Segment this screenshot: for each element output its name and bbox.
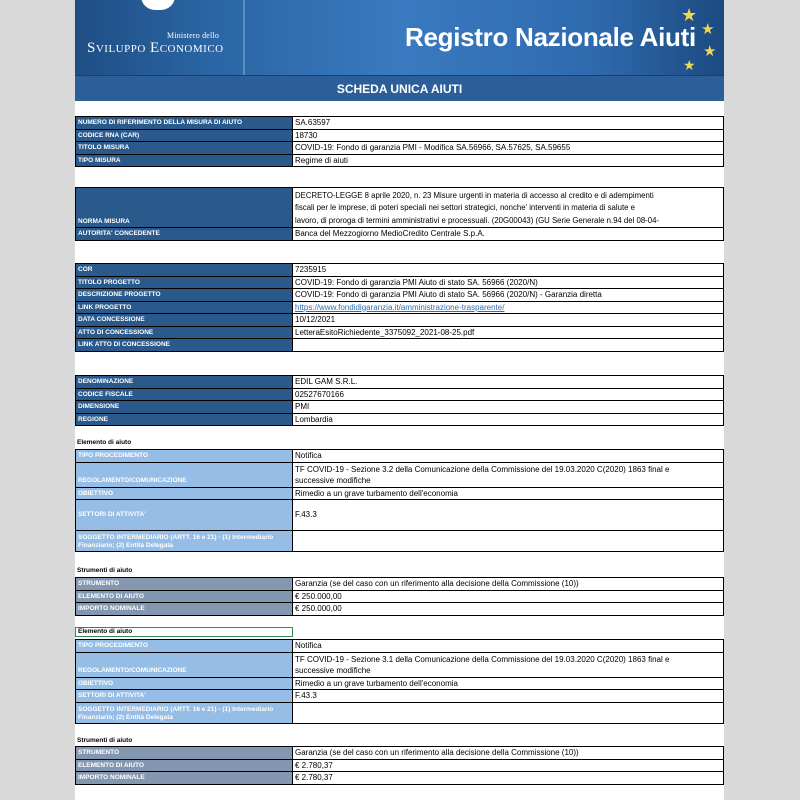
field-label: CODICE FISCALE <box>76 388 293 401</box>
field-value: Rimedio a un grave turbamento dell'economia <box>293 487 724 500</box>
table-row <box>76 376 724 389</box>
field-label: ELEMENTO DI AIUTO <box>76 590 293 603</box>
field-value <box>293 702 724 723</box>
table-row <box>76 531 724 552</box>
field-value: € 2.780,37 <box>293 772 724 785</box>
reg-text-line: TF COVID-19 - Sezione 3.2 della Comunicazione della Commissione del 19.03.2020 C(2020) 1863 final e <box>295 464 670 474</box>
field-label: NORMA MISURA <box>76 188 293 228</box>
table-row <box>76 603 724 616</box>
field-label: ELEMENTO DI AIUTO <box>76 759 293 772</box>
field-value: F.43.3 <box>293 500 724 531</box>
field-label: NUMERO DI RIFERIMENTO DELLA MISURA DI AIUTO <box>76 117 293 130</box>
table-row <box>76 772 724 785</box>
norma-text-line: DECRETO-LEGGE 8 aprile 2020, n. 23 Misure urgenti in materia di accesso al credito e di adempimenti <box>295 190 654 200</box>
field-value <box>293 531 724 552</box>
registry-title: Registro Nazionale Aiuti <box>405 22 696 52</box>
eu-star-icon: ★ <box>681 5 698 25</box>
field-label: DATA CONCESSIONE <box>76 314 293 327</box>
scheda-title: SCHEDA UNICA AIUTI <box>75 75 724 101</box>
table-row <box>76 590 724 603</box>
table-row <box>76 450 724 463</box>
reg-text-line: TF COVID-19 - Sezione 3.1 della Comunicazione della Commissione del 19.03.2020 C(2020) 1863 final e <box>295 654 670 664</box>
field-value: COVID-19: Fondo di garanzia PMI Aiuto di stato SA. 56966 (2020/N) - Garanzia diretta <box>293 289 724 302</box>
field-value: Lombardia <box>293 413 724 426</box>
eu-star-icon: ★ <box>683 57 696 73</box>
table-row <box>76 228 724 241</box>
table-row <box>76 289 724 302</box>
norma-text-line: fiscali per le imprese, di poteri speciali nei settori strategici, nonche' interventi in materia di salute e <box>295 203 635 212</box>
field-value: EDIL GAM S.R.L. <box>293 376 724 389</box>
field-label: SETTORI DI ATTIVITA' <box>76 500 293 531</box>
field-label: OBIETTIVO <box>76 677 293 690</box>
field-label: STRUMENTO <box>76 578 293 591</box>
field-label: SOGGETTO INTERMEDIARIO (ARTT. 16 e 21) - (1) Intermediario Finanziario; (2) Entità Delegata <box>76 702 293 723</box>
table-row <box>76 188 724 228</box>
norma-text-line: lavoro, di proroga di termini amministrativi e processuali. (20G00043) (GU Serie Generale n.94 del 08-04- <box>295 215 660 225</box>
ministry-small-text: Ministero dello <box>167 31 220 40</box>
field-label: CODICE RNA (CAR) <box>76 129 293 142</box>
table-row <box>76 677 724 690</box>
field-label: REGOLAMENTO/COMUNICAZIONE <box>76 652 293 677</box>
field-label: LINK PROGETTO <box>76 301 293 314</box>
table-row <box>76 640 724 653</box>
field-label: SETTORI DI ATTIVITA' <box>76 690 293 703</box>
registry-header-banner <box>75 0 724 75</box>
table-row <box>76 339 724 352</box>
table-row <box>76 487 724 500</box>
field-label: SOGGETTO INTERMEDIARIO (ARTT. 16 e 21) - (1) Intermediario Finanziario; (2) Entità Delegata <box>76 531 293 552</box>
field-label: TIPO PROCEDIMENTO <box>76 640 293 653</box>
field-label: DENOMINAZIONE <box>76 376 293 389</box>
strumenti-table <box>75 577 724 616</box>
field-label: IMPORTO NOMINALE <box>76 603 293 616</box>
table-row <box>76 462 724 487</box>
document-sheet <box>75 0 724 800</box>
progetto-table <box>75 263 724 352</box>
header-divider <box>243 0 245 75</box>
field-value: Regime di aiuti <box>293 154 724 167</box>
misura-table <box>75 116 724 167</box>
table-row <box>76 314 724 327</box>
field-value: € 2.780,37 <box>293 759 724 772</box>
table-row <box>76 276 724 289</box>
field-value: COVID-19: Fondo di garanzia PMI - Modifica SA.56966, SA.57625, SA.59655 <box>293 142 724 155</box>
table-row <box>76 401 724 414</box>
field-label: TITOLO PROGETTO <box>76 276 293 289</box>
elemento-table <box>75 449 724 552</box>
field-value: 18730 <box>293 129 724 142</box>
field-value <box>293 462 724 487</box>
field-label: TITOLO MISURA <box>76 142 293 155</box>
field-label: IMPORTO NOMINALE <box>76 772 293 785</box>
field-value: Notifica <box>293 640 724 653</box>
field-label: REGIONE <box>76 413 293 426</box>
table-row <box>76 747 724 760</box>
field-value: F.43.3 <box>293 690 724 703</box>
field-value <box>293 652 724 677</box>
field-value: Banca del Mezzogiorno MedioCredito Centrale S.p.A. <box>293 228 724 241</box>
table-row <box>76 264 724 277</box>
section-title: Elemento di aiuto <box>77 439 132 446</box>
field-label: REGOLAMENTO/COMUNICAZIONE <box>76 462 293 487</box>
table-row <box>76 652 724 677</box>
ministry-name: Sviluppo Economico <box>87 40 224 56</box>
eu-star-icon: ★ <box>703 43 717 60</box>
field-label: TIPO MISURA <box>76 154 293 167</box>
project-link[interactable]: https://www.fondidigaranzia.it/amministrazione-trasparente/ <box>295 302 505 312</box>
field-value <box>293 188 724 228</box>
eu-star-icon: ★ <box>701 21 715 38</box>
table-row <box>76 117 724 130</box>
field-label: DIMENSIONE <box>76 401 293 414</box>
elemento-table <box>75 639 724 724</box>
field-value: LetteraEsitoRichiedente_3375092_2021-08-25.pdf <box>293 326 724 339</box>
field-label: TIPO PROCEDIMENTO <box>76 450 293 463</box>
table-row <box>76 759 724 772</box>
section-title: Strumenti di aiuto <box>77 737 133 744</box>
field-value: PMI <box>293 401 724 414</box>
strumenti-table <box>75 746 724 785</box>
table-row <box>76 702 724 723</box>
table-row <box>76 154 724 167</box>
field-label: OBIETTIVO <box>76 487 293 500</box>
field-value: 02527670166 <box>293 388 724 401</box>
field-label: LINK ATTO DI CONCESSIONE <box>76 339 293 352</box>
table-row <box>76 301 724 314</box>
field-value: Rimedio a un grave turbamento dell'economia <box>293 677 724 690</box>
selected-cell-section-title[interactable]: Elemento di aiuto <box>75 627 293 637</box>
field-value: 7235915 <box>293 264 724 277</box>
field-label: AUTORITA' CONCEDENTE <box>76 228 293 241</box>
field-label: COR <box>76 264 293 277</box>
table-row <box>76 388 724 401</box>
field-value <box>293 301 724 314</box>
table-row <box>76 578 724 591</box>
table-row <box>76 142 724 155</box>
field-value: SA.63597 <box>293 117 724 130</box>
beneficiario-table <box>75 375 724 426</box>
field-value: COVID-19: Fondo di garanzia PMI Aiuto di stato SA. 56966 (2020/N) <box>293 276 724 289</box>
field-value: 10/12/2021 <box>293 314 724 327</box>
field-label: STRUMENTO <box>76 747 293 760</box>
field-value: € 250.000,00 <box>293 590 724 603</box>
field-label: DESCRIZIONE PROGETTO <box>76 289 293 302</box>
republic-emblem-icon <box>141 0 175 10</box>
field-value: € 250.000,00 <box>293 603 724 616</box>
table-row <box>76 500 724 531</box>
section-title: Strumenti di aiuto <box>77 567 133 574</box>
reg-text-line: successive modifiche <box>295 665 371 675</box>
field-label: ATTO DI CONCESSIONE <box>76 326 293 339</box>
table-row <box>76 326 724 339</box>
field-value: Garanzia (se del caso con un riferimento alla decisione della Commissione (10)) <box>293 747 724 760</box>
table-row <box>76 690 724 703</box>
norma-table <box>75 187 724 241</box>
field-value: Notifica <box>293 450 724 463</box>
table-row <box>76 129 724 142</box>
field-value <box>293 339 724 352</box>
field-value: Garanzia (se del caso con un riferimento alla decisione della Commissione (10)) <box>293 578 724 591</box>
table-row <box>76 413 724 426</box>
reg-text-line: successive modifiche <box>295 475 371 485</box>
